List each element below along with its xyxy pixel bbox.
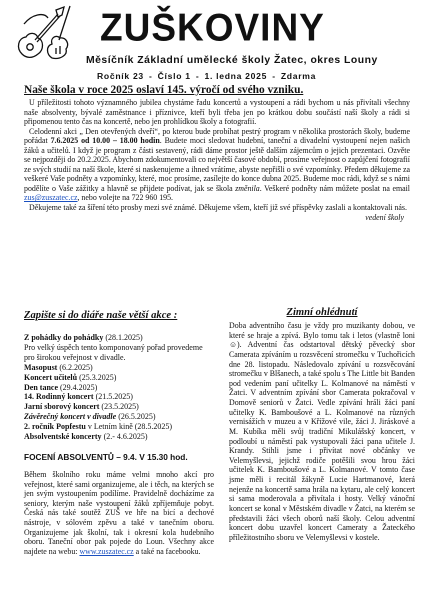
school-logo-icon	[12, 4, 74, 62]
issue-price: Zdarma	[280, 71, 317, 81]
anniversary-paragraph-2	[24, 127, 410, 203]
issue-volume: Ročník 23	[97, 71, 144, 81]
event-date: (21.5.2025)	[93, 392, 133, 402]
open-day-time: 7.6.2025 od 10.00 – 18.00 hodin	[50, 136, 160, 146]
event-name: 2. ročník Popfestu	[24, 422, 86, 432]
text-segment: . Veškeré podněty nám můžete poslat na email	[259, 183, 410, 193]
issue-separator: -	[195, 71, 200, 81]
issue-separator: -	[272, 71, 276, 81]
anniversary-heading: Naše škola v roce 2025 oslaví 145. výročí od svého vzniku.	[24, 84, 304, 96]
newsletter-subtitle: Měsíčník Základní umělecké školy Žatec, okres Louny	[86, 55, 378, 66]
anniversary-paragraph-1: U příležitosti tohoto významného jubilea chystáme řadu koncertů a vystoupení a rádi bychom u nás přivítali všechny naše absolventy, bývalé zaměstnance i příznivce, kteří byli třeba jen po krátkou dobu součástí naší školy a rádi si připomenou tento čas na koncertě, nebo jen prohlídkou školy a fotografií.	[24, 98, 410, 127]
event-item	[24, 422, 214, 432]
web-link[interactable]: www.zuszatec.cz	[79, 546, 134, 556]
event-date: (25.3.2025)	[77, 372, 117, 382]
issue-date: 1. ledna 2025	[204, 71, 268, 81]
event-name: Koncert učitelů	[24, 372, 78, 382]
event-note: Pro velký úspěch tento komponovaný pořad provedeme pro širokou veřejnost v divadle.	[24, 342, 203, 362]
newsletter-title: ZUŠKOVINY	[100, 5, 325, 50]
event-item	[24, 392, 214, 402]
event-item	[24, 363, 214, 373]
event-item	[24, 373, 214, 383]
text-segment: , nebo volejte na 722 960 195.	[77, 193, 174, 203]
event-date: (26.5.2025)	[116, 412, 156, 422]
event-item	[24, 402, 214, 412]
events-column	[24, 307, 214, 556]
event-name: Absolventské koncerty	[24, 432, 102, 442]
event-date: (29.4.2025)	[58, 382, 98, 392]
text-emphasis: změnila	[235, 183, 260, 193]
issue-line	[97, 71, 316, 81]
photo-heading: FOCENÍ ABSOLVENTŮ – 9.4. V 15.30 hod.	[24, 451, 188, 462]
event-item	[24, 383, 214, 393]
issue-number: Číslo 1	[157, 71, 191, 81]
signature: vedení školy	[365, 212, 404, 222]
event-name: 14. Rodinný koncert	[24, 392, 94, 402]
email-link[interactable]: zus@zuszatec.cz	[24, 193, 78, 203]
text-segment: a také na facebooku.	[133, 546, 201, 556]
event-date: (6.2.2025)	[57, 362, 93, 372]
text-segment: Celodenní akci „ Den otevřených dveří“, po kterou bude probíhat pestrý program v několika prostorách školy, budeme pořádat	[24, 126, 410, 146]
event-name: Závěrečný koncert v divadle	[24, 412, 117, 422]
event-item	[24, 333, 214, 363]
event-item	[24, 412, 214, 422]
anniversary-article	[24, 84, 410, 222]
event-date: (2.- 4.6.2025)	[101, 432, 148, 442]
photo-paragraph	[24, 470, 214, 556]
text-segment: Během školního roku máme velmi mnoho akcí pro veřejnost, které sami organizujeme, ale i těch, na kterých se jen svým vystoupením podílíme. Pravidelně docházíme za seniory, kterým naše vystoupení žáků zpříjemňuje pobyt. Česká nás také soutěž ZUŠ ve hře na bicí a dechové nástroje, v sólovém zpěvu a také v tanečním oboru. Organizujeme jak školní, tak i okresní kola hudebního oboru. Taneční obor pak pojede do Loun. Všechny akce najdete na webu:	[24, 469, 214, 556]
text-segment: . Budete moci sledovat hudební, taneční a divadelní vystoupení nejen našich žáků a učitelů. I když je program z části sestavený, rádi dáme prostor ještě dalším zájemcům o jejich prezentaci. Ozvěte se nejpozději do 20.2.2025. Abychom zdokumentovali co největší časové období, prosíme veřejnost o zapůjčení fotografií ze svých studií na naší škole, které si naskenujeme a ihned vrátíme, abyste nepřišli o své vzpomínky. Předem děkujeme za veškeré Vaše podněty a vzpomínky, které, moc prosíme, zasílejte do konce dubna 2025. Budeme moc rádi, když se s námi podělíte o Vaše zážitky a hlavně se přijdete podívat, jak se škola	[24, 136, 410, 193]
event-name: Den tance	[24, 382, 58, 392]
event-name: Masopust	[24, 362, 58, 372]
issue-separator: -	[149, 71, 153, 81]
event-name: Jarní sborový koncert	[24, 402, 100, 412]
winter-column	[229, 306, 415, 542]
events-list	[24, 333, 214, 442]
event-date: (23.5.2025)	[99, 402, 139, 412]
winter-paragraph: Doba adventního času je vždy pro muzikanty dobou, ve které se hraje a zpívá. Bylo tomu tak i letos (vlastně loni ☺). Adventní čas odstartoval dětský pěvecký sbor Camerata zpíváním u rozsvěcení stromečku v Tuchořicích dne 28. listopadu. Následovalo zpívání u rozsvěcování stromečku v Blšanech, a také spolu s The Little bit Banden pod vedením paní učitelky L. Kolmanové na náměstí v Žatci. V adventním zpívání sbor Camerata pokračoval v Domově seniorů v Žatci. Vedle zpívání hráli žáci paní učitelky K. Bamboušové a L. Kolmanové na různých vernisážích v muzeu a v Křížové vile, žáci J. Jiráskové a M. Kubíka měli svůj tradiční Mikulášský koncert, v podloubí u náměstí pak vystupovali žáci pana učitele J. Krandy. Stihli jsme i přivítat nové občánky ve Velemyšlevsi, jejichž rodiče potěšili svou hrou žáci učitelek K. Bamboušové a L. Kolmanové. V tomto čase jsme měli i recitál žákyně Lucie Hartmanové, která nejenže na koncertě sama hrála na kytaru, ale celý koncert si sama moderovala a přivítala i hosty. Velký vánoční koncert se konal v Městském divadle v Žatci, na kterém se představili žáci všech oborů naší školy. Celou adventní koncert dobu uzavřel koncert Cameraty a Žateckého příležitostního sboru ve Velemyšlevsi v kostele.	[229, 321, 415, 542]
event-date: (28.1.2025)	[103, 333, 143, 342]
winter-heading: Zimní ohlédnutí	[286, 307, 358, 318]
events-heading: Zapište si do diáře naše větší akce :	[24, 310, 178, 321]
event-name: Z pohádky do pohádky	[24, 333, 104, 342]
anniversary-paragraph-3: Děkujeme také za šíření této prosby mezi své známé. Děkujeme všem, kteří již své příspěvky zaslali a kontaktovali nás.	[29, 203, 407, 213]
event-item	[24, 432, 214, 442]
event-date: v Letním kině (28.5.2025)	[85, 422, 173, 432]
